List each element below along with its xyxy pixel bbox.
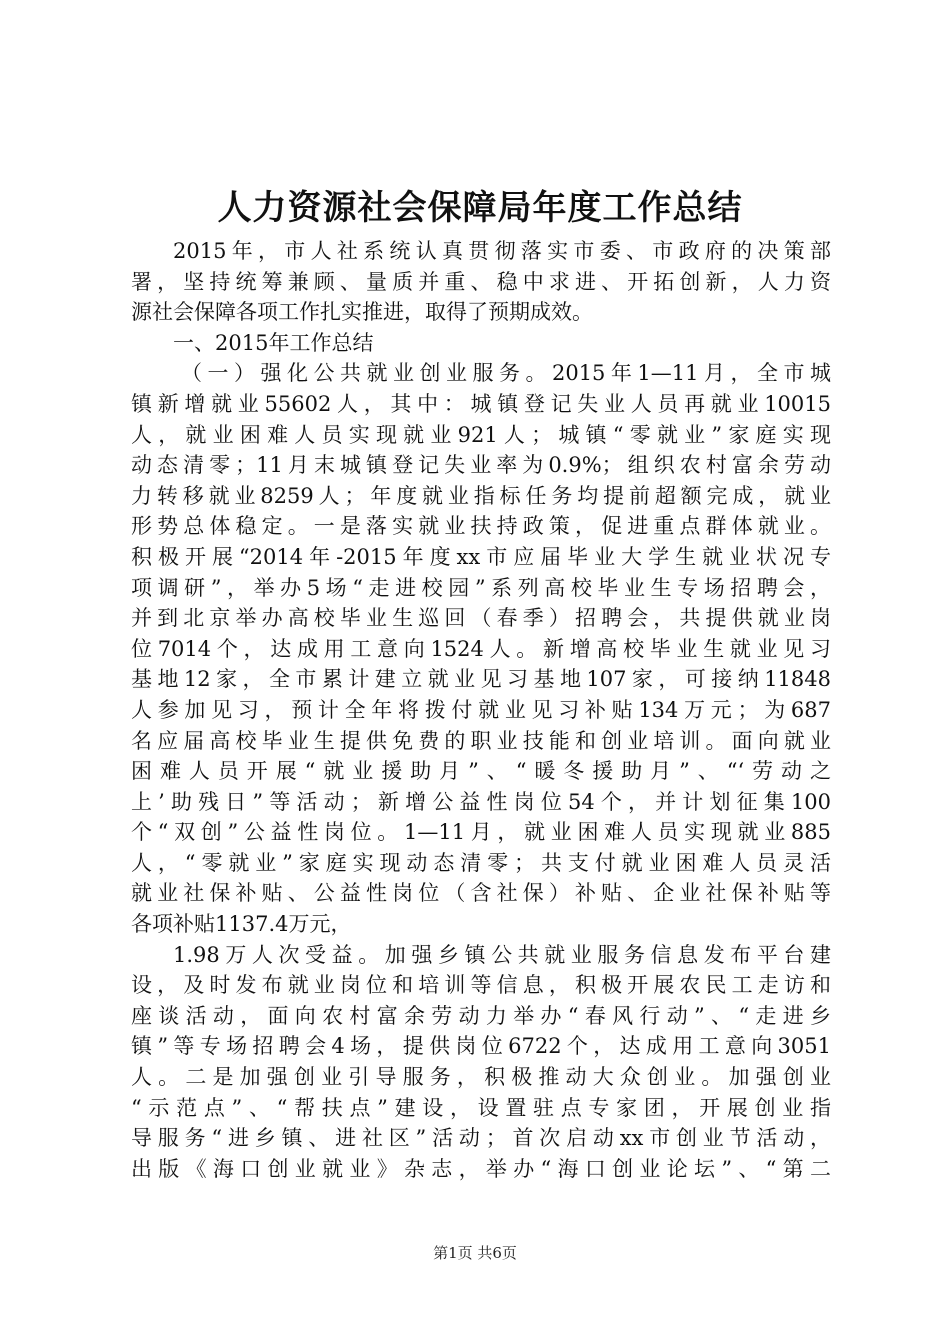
text-line: 导服务“进乡镇、进社区”活动；首次启动xx市创业节活动， bbox=[131, 1126, 831, 1151]
text-line: 位7014个，达成用工意向1524人。新增高校毕业生就业见习 bbox=[131, 636, 831, 661]
text-line: 困难人员开展“就业援助月”、“暖冬援助月”、“‘劳动之 bbox=[131, 759, 831, 784]
text-line: 2015年，市人社系统认真贯彻落实市委、市政府的决策部 bbox=[173, 239, 831, 263]
text-line: 源社会保障各项工作扎实推进，取得了预期成效。 bbox=[131, 300, 593, 325]
text-line: 镇新增就业55602人，其中：城镇登记失业人员再就业10015 bbox=[131, 391, 831, 416]
section-heading: 一、2015年工作总结 bbox=[173, 330, 374, 355]
text-line: “示范点”、“帮扶点”建设，设置驻点专家团，开展创业指 bbox=[131, 1095, 831, 1120]
text-line: 人参加见习，预计全年将拨付就业见习补贴134万元；为687 bbox=[131, 697, 831, 722]
text-line: 形势总体稳定。一是落实就业扶持政策，促进重点群体就业。 bbox=[131, 514, 831, 539]
text-line: 就业社保补贴、公益性岗位（含社保）补贴、企业社保补贴等 bbox=[131, 881, 831, 906]
text-line: 动态清零；11月末城镇登记失业率为0.9%；组织农村富余劳动 bbox=[131, 453, 831, 478]
text-line: 基地12家，全市累计建立就业见习基地107家，可接纳11848 bbox=[131, 667, 831, 692]
text-line: 1.98万人次受益。加强乡镇公共就业服务信息发布平台建 bbox=[173, 942, 831, 967]
text-line: 上’助残日”等活动；新增公益性岗位54个，并计划征集100 bbox=[131, 789, 831, 814]
text-line: 人，就业困难人员实现就业921人；城镇“零就业”家庭实现 bbox=[131, 422, 831, 447]
subsection-heading: （一）强化公共就业创业服务。2015年1—11月，全市城 bbox=[181, 361, 831, 386]
text-line: 积极开展“2014年-2015年度xx市应届毕业大学生就业状况专 bbox=[131, 544, 831, 569]
text-line: 个“双创”公益性岗位。1—11月，就业困难人员实现就业885 bbox=[131, 820, 831, 845]
text-line: 并到北京举办高校毕业生巡回（春季）招聘会，共提供就业岗 bbox=[131, 606, 831, 631]
text-line: 各项补贴1137.4万元， bbox=[131, 912, 352, 937]
text-line: 设，及时发布就业岗位和培训等信息，积极开展农民工走访和 bbox=[131, 973, 831, 998]
text-line: 名应届高校毕业生提供免费的职业技能和创业培训。面向就业 bbox=[131, 728, 831, 753]
text-line: 人，“零就业”家庭实现动态清零；共支付就业困难人员灵活 bbox=[131, 850, 831, 875]
document-title: 人力资源社会保障局年度工作总结 bbox=[217, 188, 743, 228]
document-body bbox=[131, 236, 831, 1184]
text-line: 力转移就业8259人；年度就业指标任务均提前超额完成，就业 bbox=[131, 483, 831, 508]
text-line: 署，坚持统筹兼顾、量质并重、稳中求进、开拓创新，人力资 bbox=[131, 269, 831, 294]
text-line: 出版《海口创业就业》杂志，举办“海口创业论坛”、“第二 bbox=[131, 1156, 831, 1181]
text-line: 镇”等专场招聘会4场，提供岗位6722个，达成用工意向3051 bbox=[131, 1034, 831, 1059]
text-line: 人。二是加强创业引导服务，积极推动大众创业。加强创业 bbox=[131, 1065, 831, 1090]
page-footer: 第1页 共6页 bbox=[433, 1244, 517, 1262]
text-line: 项调研”，举办5场“走进校园”系列高校毕业生专场招聘会， bbox=[131, 575, 831, 600]
text-line: 座谈活动，面向农村富余劳动力举办“春风行动”、“走进乡 bbox=[131, 1003, 831, 1028]
